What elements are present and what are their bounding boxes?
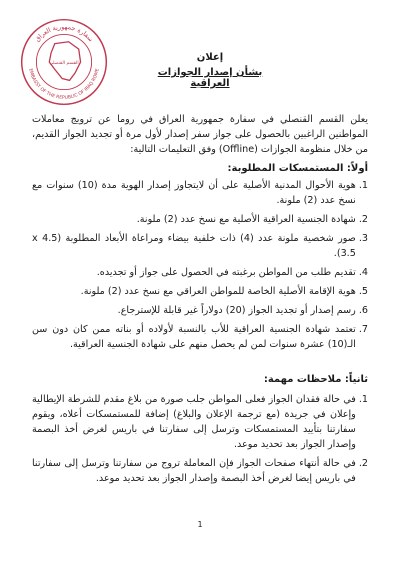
section2-heading: ثانياً: ملاحظات مهمة: [263, 374, 368, 385]
section1-list [32, 178, 368, 356]
list-item: 2. شهادة الجنسية العراقية الأصلية مع نسخ عدد (2) ملونة. [136, 214, 368, 225]
section1-heading: أولاً: المستمسكات المطلوبة: [227, 163, 368, 174]
list-item: 1. في حالة فقدان الجواز فعلى المواطن جلب صورة من بلاغ مقدم للشرطة الإيطالية وإعلان في جريدة (مع ترجمة الإعلان والبلاغ) إضافة للمستمسكات أعلاه، ويقوم سفارتنا بتأييد المستمسكات وترسل إلى سفارتنا في باريس لغرض أخذ البصمة وإصدار الجواز بعد تحديد موعد. [32, 394, 368, 450]
list-item: 4. تقديم طلب من المواطن برغبته في الحصول على جواز أو تجديده. [96, 267, 368, 278]
seal-top-text: سفارة جمهورية العراق [33, 22, 95, 44]
document-title [150, 52, 270, 89]
section2-list [32, 392, 368, 490]
list-item: 7. تعتمد شهادة الجنسية العراقية للأب بالنسبة لأولاده أو بناته ممن كان دون سن الـ(10) عشرة سنوات لمن لم يحصل منهم على شهادة الجنسية العراقية. [32, 324, 368, 350]
subtitle-text: بشأن إصدار الجوازات العراقية [157, 67, 263, 89]
list-item: 2. في حالة أنتهاء صفحات الجواز فإن المعاملة تروج من سفارتنا وترسل إلى سفارتنا في باريس إيضا لغرض أخذ البصمة وإصدار الجواز بعد تحديد موعد. [32, 458, 368, 484]
list-item: 6. رسم إصدار أو تجديد الجواز (20) دولاراً غير قابلة للإسترجاع. [117, 305, 368, 316]
page-number: 1 [197, 520, 203, 529]
list-item: 3. صور شخصية ملونة عدد (4) ذات خلفية بيضاء ومراعاة الأبعاد المطلوبة (4.5 x 3.5). [32, 233, 368, 259]
intro-paragraph: يعلن القسم القنصلي في سفارة جمهورية العراق في روما عن ترويج معاملات المواطنين الراغبين بالحصول على جواز سفر إصدار لأول مرة أو تجديد الجواز القديم، من خلال منظومة الجوازات (Offline) وفق التعليمات التالية: [32, 114, 368, 155]
seal-center-text: القسم القنصلي [49, 60, 79, 66]
list-item: 1. هوية الأحوال المدنية الأصلية على أن لايتجاوز إصدار الهوية مدة (10) سنوات مع نسخ عدد (2) ملونة. [32, 180, 368, 206]
list-item: 5. هوية الإقامة الأصلية الخاصة للمواطن العراقي مع نسخ عدد (2) ملونة. [80, 286, 368, 297]
title-text: إعلان [196, 52, 224, 63]
seal-bottom-text: EMBASSY OF THE REPUBLIC OF IRAQ ROME [27, 68, 101, 101]
embassy-seal-icon [18, 16, 110, 108]
